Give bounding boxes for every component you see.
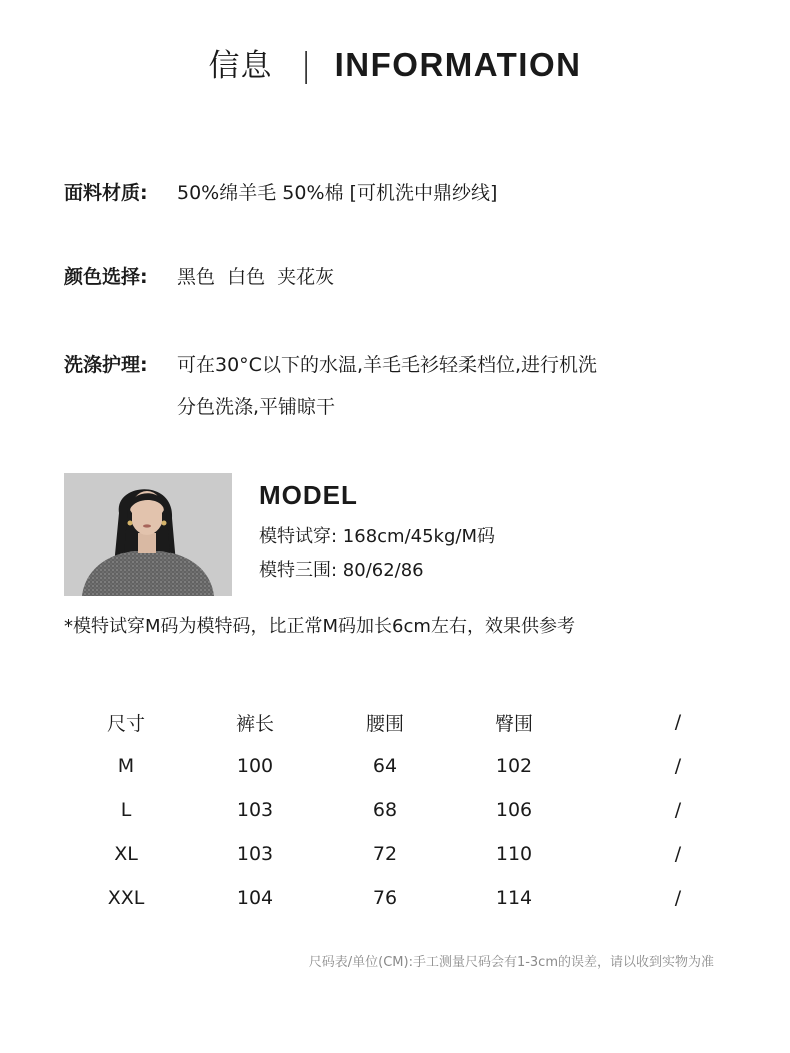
model-heading: MODEL <box>259 480 358 510</box>
table-cell: 64 <box>372 755 398 777</box>
model-measurements: 模特三围: 80/62/86 <box>259 560 424 581</box>
table-cell: 110 <box>495 843 533 865</box>
title-chinese: 信息 <box>208 48 273 84</box>
table-cell: M <box>117 755 135 777</box>
fabric-value: 50%绵羊毛 50%棉 [可机洗中鼎纱线] <box>177 182 498 204</box>
size-table-header <box>62 700 778 744</box>
table-cell: / <box>674 799 682 821</box>
page-title <box>0 40 790 85</box>
model-photo <box>64 473 232 596</box>
table-cell: XL <box>114 843 138 865</box>
table-cell: XXL <box>107 887 145 909</box>
size-table <box>62 700 778 920</box>
title-separator: | <box>300 45 313 84</box>
care-row <box>64 350 597 419</box>
colors-row <box>64 262 334 289</box>
title-english: INFORMATION <box>334 46 582 83</box>
colors-label: 颜色选择: <box>64 266 148 288</box>
table-cell: 114 <box>495 887 533 909</box>
header-cell: / <box>674 711 682 733</box>
table-cell: / <box>674 755 682 777</box>
table-cell: 103 <box>236 799 274 821</box>
model-fit: 模特试穿: 168cm/45kg/M码 <box>259 526 495 547</box>
table-row <box>62 832 778 876</box>
table-cell: / <box>674 887 682 909</box>
header-cell: 尺寸 <box>106 712 145 735</box>
table-cell: L <box>120 799 132 821</box>
size-note: *模特试穿M码为模特码，比正常M码加长6cm左右，效果供参考 <box>64 616 575 637</box>
table-cell: 104 <box>236 887 274 909</box>
header-cell: 裤长 <box>235 712 274 735</box>
table-cell: 68 <box>372 799 398 821</box>
table-cell: 102 <box>495 755 533 777</box>
table-cell: 76 <box>372 887 398 909</box>
table-cell: 106 <box>495 799 533 821</box>
care-line-1: 可在30°C以下的水温,羊毛毛衫轻柔档位,进行机洗 <box>177 354 598 376</box>
fabric-label: 面料材质: <box>64 182 148 204</box>
colors-value: 黑色 白色 夹花灰 <box>177 266 335 288</box>
care-line-2: 分色洗涤,平铺晾干 <box>177 396 336 418</box>
model-photo-illustration <box>64 473 232 596</box>
fabric-row <box>64 178 497 205</box>
table-cell: 100 <box>236 755 274 777</box>
table-row <box>62 876 778 920</box>
table-row <box>62 788 778 832</box>
care-label: 洗涤护理: <box>64 354 148 376</box>
table-cell: 72 <box>372 843 398 865</box>
table-cell: / <box>674 843 682 865</box>
table-row <box>62 744 778 788</box>
header-cell: 腰围 <box>365 712 404 735</box>
table-cell: 103 <box>236 843 274 865</box>
size-footnote: 尺码表/单位(CM):手工测量尺码会有1-3cm的误差，请以收到实物为准 <box>308 955 714 970</box>
header-cell: 臀围 <box>494 712 533 735</box>
